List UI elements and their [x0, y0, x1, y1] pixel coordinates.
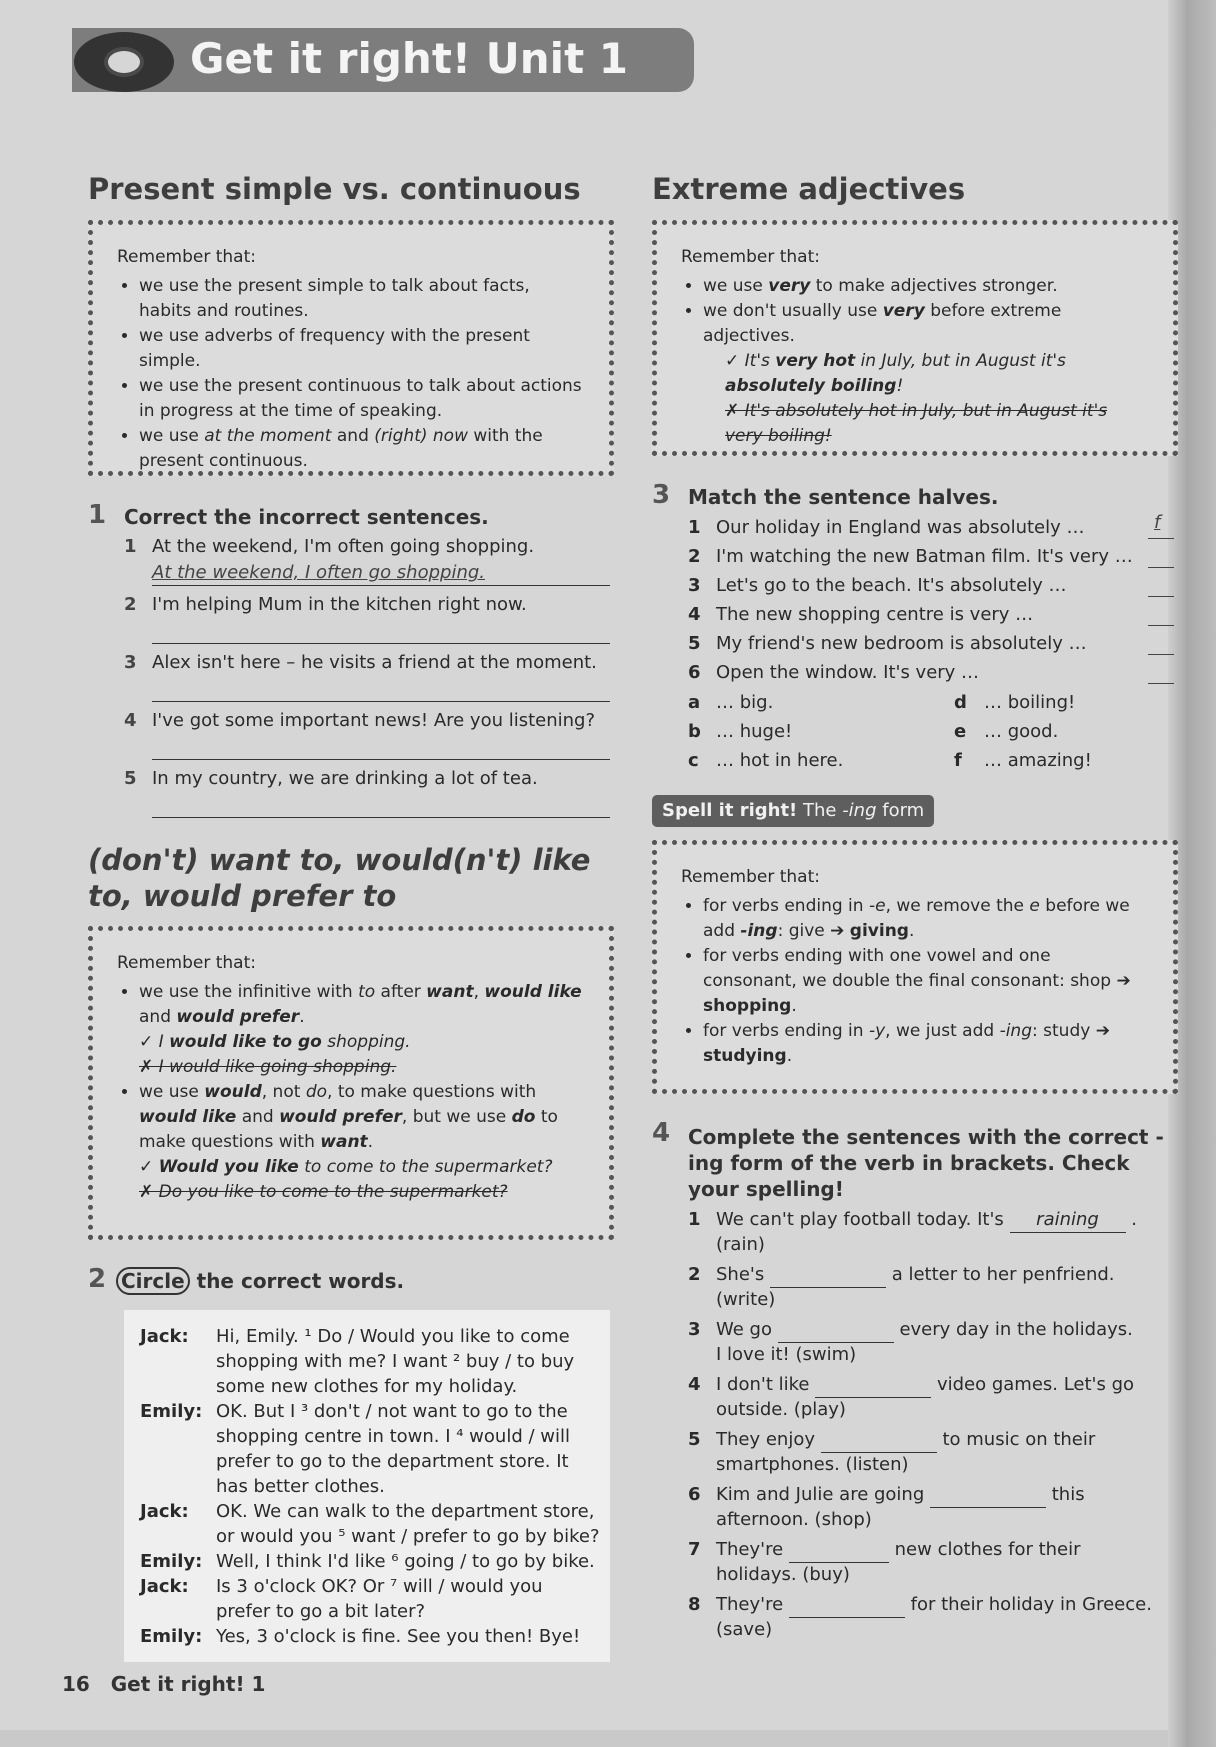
answer-blank[interactable]: [789, 1593, 905, 1618]
exercise-item: 2 I'm watching the new Batman film. It's very …: [688, 546, 1133, 567]
correct-example: ✓ Would you like to come to the supermarket?: [139, 1157, 553, 1177]
match-endings-left: [688, 688, 928, 775]
rule-bullet: • we use at the moment and (right) now with the present continuous.: [139, 424, 585, 474]
dialogue-line[interactable]: OK. We can walk to the department store, or would you ⁵ want / prefer to go by bike?: [216, 1501, 600, 1547]
unit-logo-icon: [74, 32, 174, 92]
correct-example: ✓ It's very hot in July, but in August it's absolutely boiling!: [725, 351, 1066, 396]
remember-box-spell: [652, 840, 1178, 1094]
exercise-item: 2 She's a letter to her penfriend. (write): [688, 1264, 1115, 1310]
exercise-instruction: Circle the correct words.: [116, 1268, 404, 1294]
incorrect-example: ✗ I would like going shopping.: [139, 1057, 397, 1077]
remember-box-extreme: [652, 220, 1178, 456]
answer-blank[interactable]: [778, 1318, 894, 1343]
arrow-icon: ➔: [830, 921, 845, 941]
correct-example: ✓ I would like to go shopping.: [139, 1032, 411, 1052]
answer-line[interactable]: [152, 701, 610, 702]
rule-bullet: • for verbs ending in -y, we just add -ing: study ➔ studying.: [703, 1019, 1149, 1069]
ending-item: d … boiling!: [954, 692, 1076, 713]
speaker: Jack:: [140, 1326, 189, 1347]
answer-line[interactable]: [1148, 683, 1174, 684]
ending-item: a … big.: [688, 692, 774, 713]
match-endings-right: [954, 688, 1154, 775]
dialogue-line[interactable]: Hi, Emily. ¹ Do / Would you like to come shopping with me? I want ² buy / to buy some new clothes for my holiday.: [216, 1326, 575, 1397]
exercise-number: 1: [88, 500, 107, 530]
exercise-item: 3 We go every day in the holidays. I love it! (swim): [688, 1319, 1133, 1365]
speaker: Emily:: [140, 1551, 203, 1572]
dialogue-line[interactable]: Is 3 o'clock OK? Or ⁷ will / would you prefer to go a bit later?: [216, 1576, 543, 1622]
rule-bullet: • we don't usually use very before extreme adjectives.: [703, 299, 1149, 349]
handwritten-answer: At the weekend, I often go shopping.: [152, 562, 486, 583]
rule-bullet: • for verbs ending in -e, we remove the e before we add -ing: give ➔ giving.: [703, 894, 1149, 944]
answer-line[interactable]: [152, 817, 610, 818]
remember-label: Remember that:: [681, 867, 820, 887]
remember-label: Remember that:: [681, 247, 820, 267]
remember-label: Remember that:: [117, 247, 256, 267]
dialogue-line[interactable]: OK. But I ³ don't / not want to go to the shopping centre in town. I ⁴ would / will prefer to go to the department store. It has better clothes.: [216, 1401, 570, 1497]
exercise-item: 4 I don't like video games. Let's go outside. (play): [688, 1374, 1135, 1420]
ending-item: b … huge!: [688, 721, 793, 742]
speaker: Jack:: [140, 1501, 189, 1522]
handwritten-answer: f: [1154, 512, 1161, 533]
answer-blank[interactable]: [815, 1373, 931, 1398]
section-heading-extreme: Extreme adjectives: [652, 172, 966, 206]
ending-item: f … amazing!: [954, 750, 1092, 771]
dialogue-line[interactable]: Well, I think I'd like ⁶ going / to go by bike.: [216, 1551, 595, 1572]
page-title: Get it right! Unit 1: [190, 34, 629, 83]
rule-bullet: • we use adverbs of frequency with the present simple.: [139, 324, 585, 374]
spell-it-right-tag: Spell it right! The -ing form: [652, 795, 934, 827]
incorrect-example: ✗ It's absolutely hot in July, but in August it's very boiling!: [725, 401, 1108, 446]
remember-box-want: [88, 926, 614, 1240]
answer-line[interactable]: [1148, 596, 1174, 597]
exercise-item: 7 They're new clothes for their holidays. (buy): [688, 1539, 1081, 1585]
rule-bullet: • we use the present simple to talk about facts, habits and routines.: [139, 274, 585, 324]
answer-line[interactable]: [152, 585, 610, 586]
remember-label: Remember that:: [117, 953, 256, 973]
dialogue-box: [124, 1310, 610, 1662]
rule-bullet: • for verbs ending with one vowel and one consonant, we double the final consonant: shop ➔ shopping.: [703, 944, 1149, 1019]
incorrect-example: ✗ Do you like to come to the supermarket?: [139, 1182, 508, 1202]
match-sentences: [688, 513, 1168, 687]
exercise-item: 1 Our holiday in England was absolutely …: [688, 517, 1085, 538]
page-number: 16: [62, 1672, 90, 1696]
answer-line[interactable]: [1148, 654, 1174, 655]
rule-bullet: • we use the present continuous to talk about actions in progress at the time of speaking.: [139, 374, 585, 424]
exercise-instruction: Complete the sentences with the correct -ing form of the verb in brackets. Check your spelling!: [688, 1125, 1164, 1201]
answer-blank[interactable]: [930, 1483, 1046, 1508]
section-heading-want: (don't) want to, would(n't) like to, would prefer to: [88, 843, 591, 913]
speaker: Emily:: [140, 1626, 203, 1647]
section-heading-present: Present simple vs. continuous: [88, 172, 581, 206]
ending-item: c … hot in here.: [688, 750, 844, 771]
exercise-item: 5 My friend's new bedroom is absolutely …: [688, 633, 1087, 654]
answer-line[interactable]: [152, 759, 610, 760]
speaker: Emily:: [140, 1401, 203, 1422]
exercise-item: 6 Open the window. It's very …: [688, 662, 980, 683]
exercise-item: 8 They're for their holiday in Greece. (save): [688, 1594, 1152, 1640]
exercise-item: 3 Let's go to the beach. It's absolutely …: [688, 575, 1067, 596]
exercise-instruction: Match the sentence halves.: [688, 485, 999, 509]
exercise-number: 3: [652, 480, 671, 510]
answer-line[interactable]: [1148, 567, 1174, 568]
footer-label: Get it right! 1: [110, 1672, 266, 1696]
exercise-instruction: Correct the incorrect sentences.: [124, 505, 489, 529]
answer-blank[interactable]: [789, 1538, 889, 1563]
answer-blank[interactable]: raining: [1010, 1208, 1126, 1233]
exercise-item: 4 The new shopping centre is very …: [688, 604, 1034, 625]
rule-bullet: • we use would, not do, to make questions with would like and would prefer, but we use do to make questions with want.: [139, 1080, 585, 1155]
remember-box-present: [88, 220, 614, 476]
rule-bullet: • we use the infinitive with to after want, would like and would prefer.: [139, 980, 585, 1030]
answer-blank[interactable]: [770, 1263, 886, 1288]
answer-blank[interactable]: [821, 1428, 937, 1453]
answer-line[interactable]: [1148, 538, 1174, 539]
arrow-icon: ➔: [1095, 1021, 1110, 1041]
exercise-number: 4: [652, 1118, 671, 1148]
speaker: Jack:: [140, 1576, 189, 1597]
ending-item: e … good.: [954, 721, 1059, 742]
arrow-icon: ➔: [1116, 971, 1131, 991]
exercise-item: 6 Kim and Julie are going this afternoon. (shop): [688, 1484, 1085, 1530]
dialogue-line[interactable]: Yes, 3 o'clock is fine. See you then! Bye!: [216, 1626, 581, 1647]
rule-bullet: • we use very to make adjectives stronger.: [703, 274, 1149, 299]
exercise-item: 5 They enjoy to music on their smartphones. (listen): [688, 1429, 1096, 1475]
exercise-item: 1 We can't play football today. It's raining . (rain): [688, 1209, 1137, 1255]
answer-line[interactable]: [1148, 625, 1174, 626]
page-footer: [62, 1672, 265, 1696]
answer-line[interactable]: [152, 643, 610, 644]
exercise-number: 2: [88, 1264, 107, 1294]
